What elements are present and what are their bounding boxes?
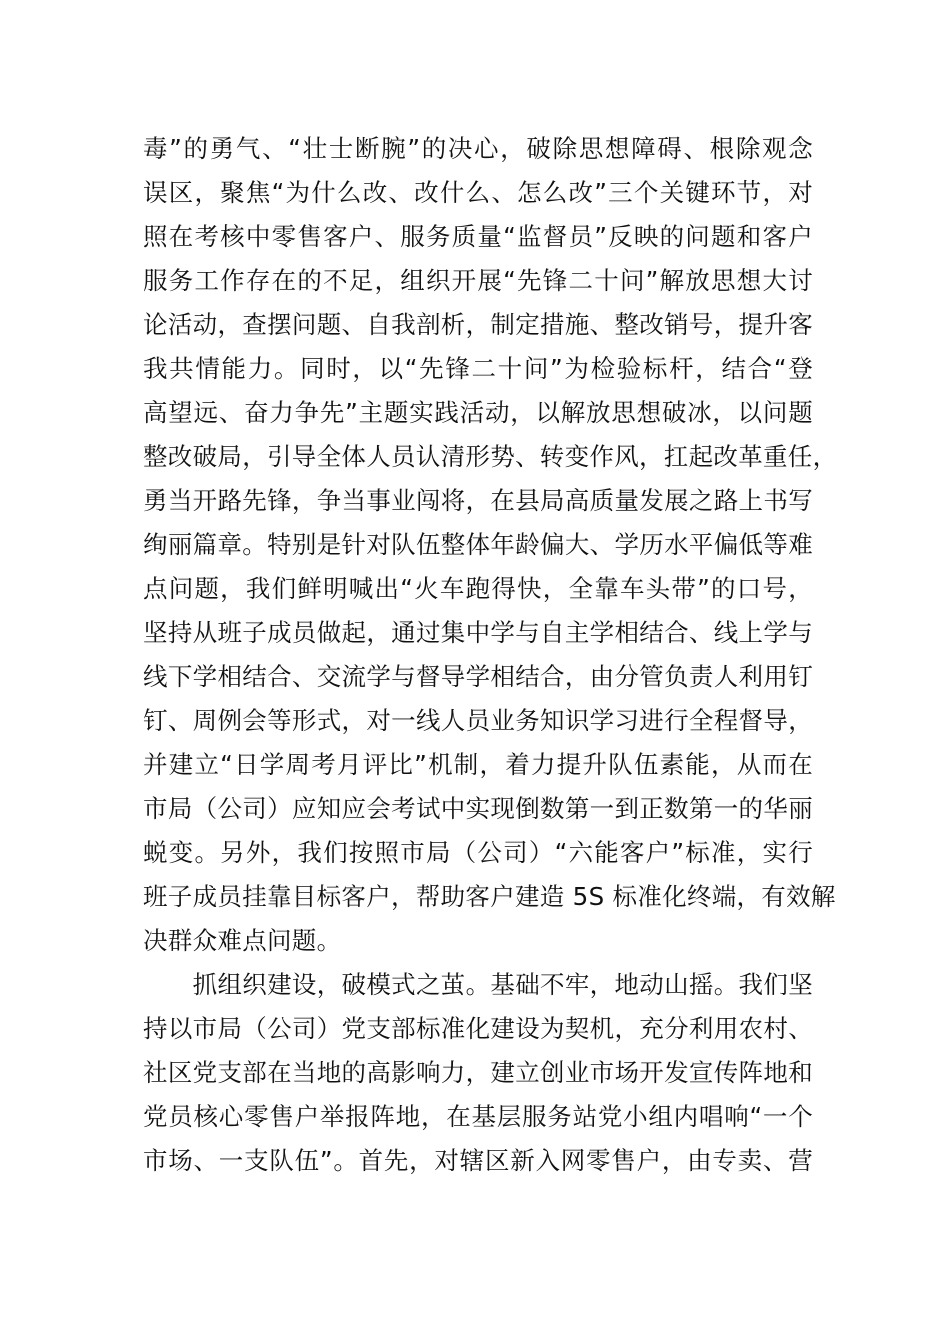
text-line: 决群众难点问题。 xyxy=(143,926,342,955)
text-line: 市局（公司）应知应会考试中实现倒数第一到正数第一的华丽 xyxy=(143,794,813,823)
text-line: 蜕变。另外，我们按照市局（公司）“六能客户”标准，实行 xyxy=(143,838,813,867)
text-line: 点问题，我们鲜明喊出“火车跑得快，全靠车头带”的口号， xyxy=(143,574,813,603)
text-line: 社区党支部在当地的高影响力，建立创业市场开发宣传阵地和 xyxy=(143,1058,813,1087)
text-line: 服务工作存在的不足，组织开展“先锋二十问”解放思想大讨 xyxy=(143,266,813,295)
document-body xyxy=(143,127,838,1183)
text-line: 毒”的勇气、“壮士断腕”的决心，破除思想障碍、根除观念 xyxy=(143,134,813,163)
text-line: 抓组织建设，破模式之茧。基础不牢，地动山摇。我们坚 xyxy=(143,970,813,999)
text-line: 照在考核中零售客户、服务质量“监督员”反映的问题和客户 xyxy=(143,222,813,251)
text-line: 整改破局，引导全体人员认清形势、转变作风，扛起改革重任， xyxy=(143,442,838,471)
text-line: 我共情能力。同时，以“先锋二十问”为检验标杆，结合“登 xyxy=(143,354,813,383)
text-line: 班子成员挂靠目标客户，帮助客户建造 5S 标准化终端，有效解 xyxy=(143,882,836,911)
text-line: 误区，聚焦“为什么改、改什么、怎么改”三个关键环节，对 xyxy=(143,178,813,207)
text-line: 论活动，查摆问题、自我剖析，制定措施、整改销号，提升客 xyxy=(143,310,813,339)
text-line: 勇当开路先锋，争当事业闯将，在县局高质量发展之路上书写 xyxy=(143,486,813,515)
text-line: 市场、一支队伍”。首先，对辖区新入网零售户，由专卖、营 xyxy=(143,1146,813,1175)
text-line: 钉、周例会等形式，对一线人员业务知识学习进行全程督导， xyxy=(143,706,813,735)
text-line: 持以市局（公司）党支部标准化建设为契机，充分利用农村、 xyxy=(143,1014,813,1043)
text-line: 高望远、奋力争先”主题实践活动，以解放思想破冰，以问题 xyxy=(143,398,813,427)
text-line: 党员核心零售户举报阵地，在基层服务站党小组内唱响“一个 xyxy=(143,1102,813,1131)
text-line: 并建立“日学周考月评比”机制，着力提升队伍素能，从而在 xyxy=(143,750,813,779)
text-line: 绚丽篇章。特别是针对队伍整体年龄偏大、学历水平偏低等难 xyxy=(143,530,813,559)
text-line: 坚持从班子成员做起，通过集中学与自主学相结合、线上学与 xyxy=(143,618,813,647)
text-line: 线下学相结合、交流学与督导学相结合，由分管负责人利用钉 xyxy=(143,662,813,691)
